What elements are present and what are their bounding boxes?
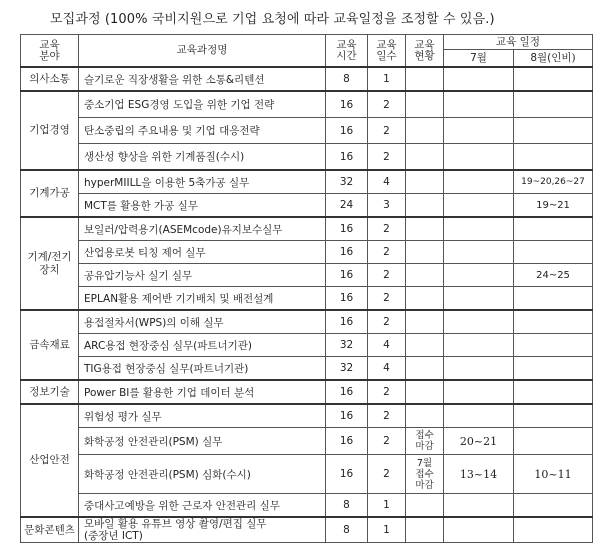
status-cell (406, 334, 444, 357)
course-name: 중소기업 ESG경영 도입을 위한 기업 전략 (79, 91, 326, 118)
hours-cell: 16 (326, 264, 368, 287)
table-row (21, 287, 593, 311)
hours-cell: 32 (326, 334, 368, 357)
header-category: 교육 분야 (21, 35, 79, 68)
course-name: ARC용접 현장중심 실무(파트너기관) (79, 334, 326, 357)
header-days: 교육 일수 (368, 35, 406, 68)
days-cell: 4 (368, 334, 406, 357)
table-row (21, 241, 593, 264)
july-cell (444, 380, 514, 404)
category-cell: 산업안전 (21, 404, 79, 517)
days-cell: 2 (368, 144, 406, 171)
hours-cell: 16 (326, 91, 368, 118)
august-cell (514, 118, 593, 144)
august-cell (514, 287, 593, 311)
hours-cell: 8 (326, 494, 368, 518)
status-cell (406, 287, 444, 311)
days-cell: 1 (368, 67, 406, 91)
july-cell (444, 91, 514, 118)
table-row (21, 144, 593, 171)
table-row (21, 217, 593, 241)
course-name: 화학공정 안전관리(PSM) 심화(수시) (79, 455, 326, 494)
days-cell: 2 (368, 241, 406, 264)
status-cell (406, 264, 444, 287)
status-cell (406, 217, 444, 241)
category-cell: 문화콘텐츠 (21, 517, 79, 543)
table-row (21, 494, 593, 518)
table-row (21, 517, 593, 543)
july-cell (444, 264, 514, 287)
header-august: 8월(인비) (514, 50, 593, 68)
course-name: EPLAN활용 제어반 기기배치 및 배전설계 (79, 287, 326, 311)
status-cell (406, 194, 444, 218)
category-cell: 정보기술 (21, 380, 79, 404)
table-row (21, 380, 593, 404)
july-cell (444, 287, 514, 311)
july-cell (444, 310, 514, 334)
category-cell: 기계가공 (21, 170, 79, 217)
august-cell (514, 310, 593, 334)
table-row (21, 404, 593, 428)
july-cell: 20~21 (444, 428, 514, 455)
days-cell: 3 (368, 194, 406, 218)
hours-cell: 8 (326, 517, 368, 543)
hours-cell: 16 (326, 310, 368, 334)
course-name: 공유압기능사 실기 실무 (79, 264, 326, 287)
status-cell (406, 118, 444, 144)
days-cell: 2 (368, 310, 406, 334)
header-schedule: 교육 일정 (444, 35, 593, 50)
course-name: 탄소중립의 주요내용 및 기업 대응전략 (79, 118, 326, 144)
july-cell (444, 494, 514, 518)
days-cell: 2 (368, 428, 406, 455)
august-cell (514, 380, 593, 404)
status-cell (406, 144, 444, 171)
course-name: 화학공정 안전관리(PSM) 실무 (79, 428, 326, 455)
july-cell (444, 334, 514, 357)
days-cell: 2 (368, 404, 406, 428)
august-cell (514, 494, 593, 518)
table-row (21, 455, 593, 494)
course-name: MCT를 활용한 가공 실무 (79, 194, 326, 218)
course-name: 용접절차서(WPS)의 이해 실무 (79, 310, 326, 334)
august-cell (514, 91, 593, 118)
status-cell (406, 404, 444, 428)
august-cell: 19~20,26~27 (514, 170, 593, 194)
table-row (21, 91, 593, 118)
days-cell: 2 (368, 380, 406, 404)
august-cell (514, 428, 593, 455)
status-cell (406, 310, 444, 334)
days-cell: 2 (368, 118, 406, 144)
days-cell: 2 (368, 217, 406, 241)
header-july: 7월 (444, 50, 514, 68)
status-cell (406, 380, 444, 404)
august-cell (514, 217, 593, 241)
hours-cell: 24 (326, 194, 368, 218)
days-cell: 1 (368, 494, 406, 518)
course-name: 보일러/압력용기(ASEMcode)유지보수실무 (79, 217, 326, 241)
table-row (21, 118, 593, 144)
august-cell: 19~21 (514, 194, 593, 218)
table-row (21, 264, 593, 287)
table-row (21, 67, 593, 91)
course-name: 산업용로봇 티칭 제어 실무 (79, 241, 326, 264)
hours-cell: 16 (326, 404, 368, 428)
hours-cell: 8 (326, 67, 368, 91)
days-cell: 4 (368, 170, 406, 194)
days-cell: 2 (368, 287, 406, 311)
category-cell: 기업경영 (21, 91, 79, 170)
hours-cell: 16 (326, 380, 368, 404)
table-row (21, 310, 593, 334)
status-cell (406, 357, 444, 381)
hours-cell: 16 (326, 241, 368, 264)
hours-cell: 32 (326, 170, 368, 194)
july-cell (444, 67, 514, 91)
hours-cell: 16 (326, 287, 368, 311)
table-row (21, 194, 593, 218)
hours-cell: 16 (326, 428, 368, 455)
august-cell (514, 517, 593, 543)
course-name: 슬기로운 직장생활을 위한 소통&리텐션 (79, 67, 326, 91)
course-name: 생산성 향상을 위한 기계품질(수시) (79, 144, 326, 171)
status-cell (406, 91, 444, 118)
table-row (21, 170, 593, 194)
course-name: Power BI를 활용한 기업 데이터 분석 (79, 380, 326, 404)
days-cell: 2 (368, 264, 406, 287)
status-cell (406, 517, 444, 543)
course-name: TIG용접 현장중심 실무(파트너기관) (79, 357, 326, 381)
july-cell (444, 170, 514, 194)
july-cell (444, 217, 514, 241)
july-cell (444, 241, 514, 264)
status-cell: 7월 접수 마감 (406, 455, 444, 494)
july-cell: 13~14 (444, 455, 514, 494)
days-cell: 2 (368, 455, 406, 494)
category-cell: 금속재료 (21, 310, 79, 380)
july-cell (444, 194, 514, 218)
july-cell (444, 517, 514, 543)
table-row (21, 334, 593, 357)
july-cell (444, 357, 514, 381)
august-cell (514, 404, 593, 428)
category-cell: 의사소통 (21, 67, 79, 91)
august-cell (514, 357, 593, 381)
august-cell: 10~11 (514, 455, 593, 494)
august-cell: 24~25 (514, 264, 593, 287)
hours-cell: 16 (326, 118, 368, 144)
status-cell (406, 67, 444, 91)
header-status: 교육 현황 (406, 35, 444, 68)
course-name: 위험성 평가 실무 (79, 404, 326, 428)
category-cell: 기계/전기 장치 (21, 217, 79, 310)
table-row (21, 357, 593, 381)
page-title: 모집과정 (100% 국비지원으로 기업 요청에 따라 교육일정을 조정할 수 있음.) (50, 12, 495, 27)
course-table (20, 34, 593, 543)
hours-cell: 16 (326, 455, 368, 494)
days-cell: 4 (368, 357, 406, 381)
header-course: 교육과정명 (79, 35, 326, 68)
status-cell (406, 241, 444, 264)
august-cell (514, 144, 593, 171)
handwritten-note: 인비) (551, 51, 576, 64)
august-cell (514, 67, 593, 91)
august-cell (514, 241, 593, 264)
course-name: hyperMIILL을 이용한 5축가공 실무 (79, 170, 326, 194)
status-cell (406, 494, 444, 518)
july-cell (444, 404, 514, 428)
status-cell: 접수 마감 (406, 428, 444, 455)
july-cell (444, 144, 514, 171)
hours-cell: 16 (326, 217, 368, 241)
header-hours: 교육 시간 (326, 35, 368, 68)
hours-cell: 32 (326, 357, 368, 381)
days-cell: 2 (368, 91, 406, 118)
august-cell (514, 334, 593, 357)
table-row (21, 428, 593, 455)
july-cell (444, 118, 514, 144)
course-name: 중대사고예방을 위한 근로자 안전관리 실무 (79, 494, 326, 518)
days-cell: 1 (368, 517, 406, 543)
course-name: 모바일 활용 유튜브 영상 촬영/편집 실무 (중장년 ICT) (79, 517, 326, 543)
hours-cell: 16 (326, 144, 368, 171)
status-cell (406, 170, 444, 194)
